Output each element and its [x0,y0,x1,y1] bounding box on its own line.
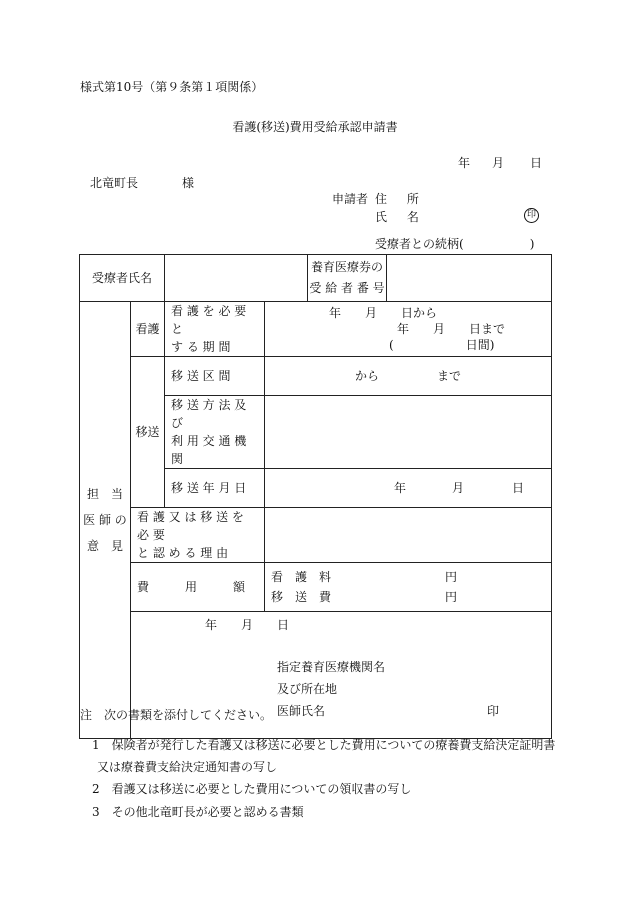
doctor-seal: 印 [487,704,500,718]
transfer-section-field[interactable] [265,357,552,396]
insurance-number-label [308,255,387,302]
reason-label-line2: と 認 め る 理 由 [137,546,229,560]
date-day-label: 日 [530,156,543,170]
transfer-date-field[interactable] [265,469,552,508]
transfer-method-field[interactable] [265,396,552,469]
institution-label: 指定養育医療機関名 [277,660,386,674]
transfer-method-label [165,396,265,469]
insurance-label-line2: 受 給 者 番 号 [309,281,385,295]
addressee-suffix: 様 [182,176,195,190]
relation-label: 受療者との続柄( [375,237,464,251]
address-label: 住 所 [375,192,427,206]
insurance-label-line1: 養育医療券の [311,260,384,274]
transfer-to-label: まで [437,369,462,383]
doctor-opinion-line1: 担 当 [86,487,123,501]
doctor-name-label: 医師氏名 [277,704,326,718]
nursing-period-field[interactable] [265,302,552,357]
nursing-period-days: ( 日間) [389,338,495,352]
doctor-opinion-line3: 意 見 [86,539,123,553]
nursing-fee-label: 看 護 料 [271,570,332,584]
reason-label [131,508,265,563]
note-item-3: 3 その他北竜町長が必要と認める書類 [92,805,304,819]
cost-row [80,563,552,612]
nursing-period-to: 年 月 日まで [397,322,506,336]
application-date [458,156,542,170]
signature-date: 年 月 日 [205,618,290,632]
applicant-label: 申請者 [332,192,369,206]
nursing-label: 看護 [131,302,165,357]
seal-mark: 印 [524,208,539,223]
reason-label-line1: 看 護 又 は 移 送 を 必 要 [137,510,244,542]
transfer-from-label: から [355,369,380,383]
nursing-period-from: 年 月 日から [329,306,438,320]
doctor-opinion-line2: 医 師 の [83,513,127,527]
cost-field[interactable] [265,563,552,612]
name-label: 氏 名 [375,210,427,224]
transfer-fee-label: 移 送 費 [271,590,332,604]
transfer-date-label: 移 送 年 月 日 [165,469,265,508]
transfer-method-label-line2: 利 用 交 通 機 関 [171,434,247,466]
reason-row [80,508,552,563]
insurance-number-field[interactable] [387,255,552,302]
transfer-label: 移送 [131,357,165,508]
location-label: 及び所在地 [277,682,338,696]
addressee-name: 北竜町長 [90,176,139,190]
transfer-section-label: 移 送 区 間 [165,357,265,396]
nursing-period-label [165,302,265,357]
document-title: 看護(移送)費用受給承認申請書 [232,120,398,134]
transfer-date-month: 月 [452,481,465,495]
patient-name-label: 受療者氏名 [80,255,165,302]
notes-heading: 注 次の書類を添付してください。 [80,708,273,722]
date-month-label: 月 [492,156,505,170]
transfer-method-label-line1: 移 送 方 法 及 び [171,398,247,430]
nursing-period-label-line1: 看 護 を 必 要 と [171,304,247,336]
note-item-1-line1: 1 保険者が発行した看護又は移送に必要とした費用についての療養費支給決定証明書 [92,738,556,752]
transfer-section-row [80,357,552,396]
transfer-date-day: 日 [512,481,525,495]
transfer-date-year: 年 [394,481,407,495]
doctor-opinion-label [80,302,131,739]
nursing-fee-yen: 円 [445,570,458,584]
addressee [90,176,194,190]
date-year-label: 年 [458,156,471,170]
reason-field[interactable] [265,508,552,563]
form-number: 様式第10号（第９条第１項関係） [80,80,264,94]
transfer-fee-yen: 円 [445,590,458,604]
note-item-1-line2: 又は療養費支給決定通知書の写し [97,760,278,774]
nursing-period-label-line2: す る 期 間 [171,340,231,354]
note-item-2: 2 看護又は移送に必要とした費用についての領収書の写し [92,782,412,796]
relation-close: ) [529,237,535,251]
nursing-period-row [80,302,552,357]
patient-row [80,255,552,302]
relation-field [375,237,534,251]
application-form-table [79,254,552,739]
cost-label: 費 用 額 [131,563,265,612]
patient-name-field[interactable] [165,255,308,302]
